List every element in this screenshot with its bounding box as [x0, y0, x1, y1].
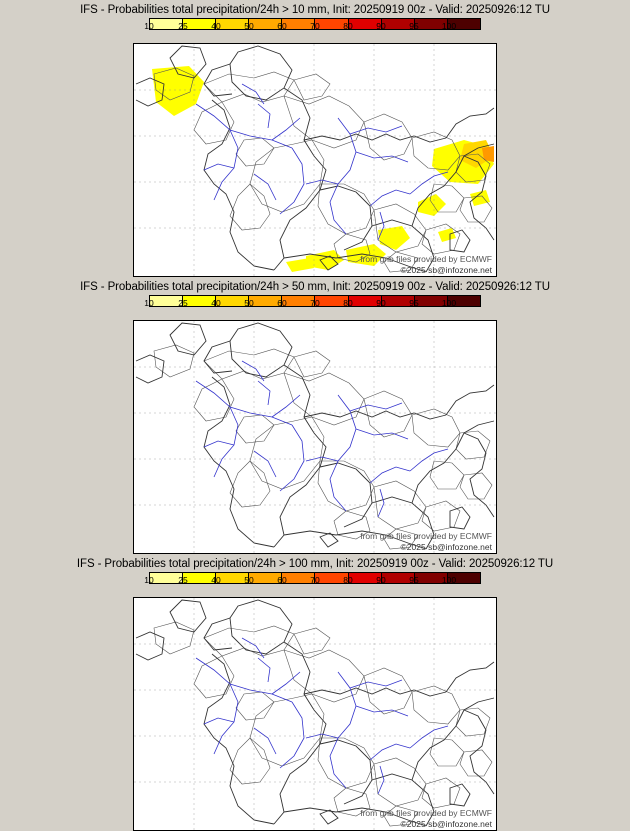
panel-title: IFS - Probabilities total precipitation/24h > 10 mm, Init: 20250919 00z - Valid: 20250926:12 TU — [80, 4, 550, 16]
map-wrap-3 — [0, 597, 630, 831]
colorbar-labels — [144, 298, 481, 320]
colorbar-tick: 50 — [244, 21, 254, 31]
map-wrap-1 — [0, 43, 630, 277]
map-10mm[interactable] — [133, 43, 497, 277]
colorbar-tick: 95 — [409, 21, 419, 31]
colorbar-tick: 25 — [178, 298, 188, 308]
colorbar-tick: 60 — [277, 298, 287, 308]
graticule — [134, 598, 496, 830]
colorbar-tick: 100 — [441, 575, 457, 585]
credit-ecmwf: from grib files provided by ECMWF — [360, 808, 492, 818]
colorbar-tick: 25 — [178, 21, 188, 31]
panel-10mm — [0, 0, 630, 277]
graticule — [134, 321, 496, 553]
map-graphic — [134, 598, 496, 830]
colorbar-labels — [144, 575, 481, 597]
colorbar-tick: 90 — [376, 21, 386, 31]
credit-site: ©2025 sb@infozone.net — [400, 819, 492, 829]
colorbar-tick: 60 — [277, 21, 287, 31]
colorbar-tick: 10 — [144, 298, 154, 308]
colorbar-tick: 95 — [409, 575, 419, 585]
rivers — [196, 84, 448, 240]
map-50mm[interactable] — [133, 320, 497, 554]
colorbar-tick: 25 — [178, 575, 188, 585]
colorbar-tick: 100 — [441, 298, 457, 308]
colorbar-tick: 90 — [376, 575, 386, 585]
colorbar-tick: 70 — [310, 21, 320, 31]
map-wrap-2 — [0, 320, 630, 554]
panel-50mm — [0, 277, 630, 554]
panel-100mm — [0, 554, 630, 831]
colorbar-tick: 60 — [277, 575, 287, 585]
rivers — [196, 638, 448, 794]
colorbar-tick: 40 — [211, 21, 221, 31]
colorbar-tick: 95 — [409, 298, 419, 308]
colorbar-tick: 90 — [376, 298, 386, 308]
panel-title: IFS - Probabilities total precipitation/24h > 50 mm, Init: 20250919 00z - Valid: 20250926:12 TU — [80, 281, 550, 293]
colorbar-tick: 50 — [244, 298, 254, 308]
colorbar-labels — [144, 21, 481, 43]
colorbar-tick: 80 — [343, 21, 353, 31]
colorbar-tick: 70 — [310, 575, 320, 585]
colorbar-tick: 40 — [211, 298, 221, 308]
panel-title: IFS - Probabilities total precipitation/24h > 100 mm, Init: 20250919 00z - Valid: 20250926:12 TU — [76, 558, 554, 570]
credit-site: ©2025 sb@infozone.net — [400, 265, 492, 275]
colorbar-tick: 50 — [244, 575, 254, 585]
credit-ecmwf: from grib files provided by ECMWF — [360, 254, 492, 264]
colorbar-tick: 10 — [144, 575, 154, 585]
colorbar-tick: 80 — [343, 298, 353, 308]
colorbar-tick: 100 — [441, 21, 457, 31]
map-graphic — [134, 321, 496, 553]
map-100mm[interactable] — [133, 597, 497, 831]
coastline — [136, 323, 494, 549]
credit-site: ©2025 sb@infozone.net — [400, 542, 492, 552]
colorbar-tick: 10 — [144, 21, 154, 31]
colorbar-tick: 80 — [343, 575, 353, 585]
colorbar-tick: 40 — [211, 575, 221, 585]
precip-shading — [152, 66, 494, 272]
colorbar-tick: 70 — [310, 298, 320, 308]
coastline — [136, 600, 494, 826]
credit-ecmwf: from grib files provided by ECMWF — [360, 531, 492, 541]
rivers — [196, 361, 448, 517]
map-graphic — [134, 44, 496, 276]
